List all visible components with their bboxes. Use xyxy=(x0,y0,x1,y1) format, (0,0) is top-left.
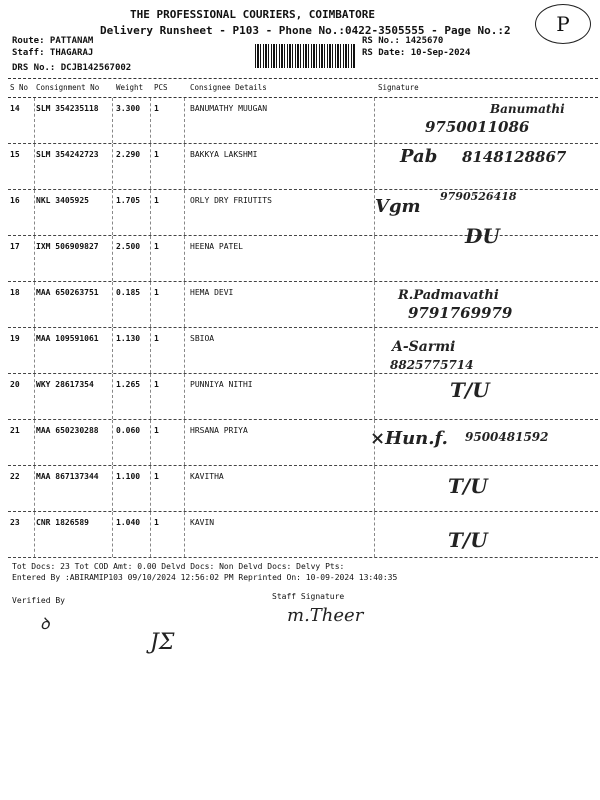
col-consignment: Consignment No xyxy=(36,83,100,92)
column-divider xyxy=(34,282,35,327)
column-divider xyxy=(112,282,113,327)
column-divider xyxy=(34,512,35,557)
column-divider xyxy=(374,236,375,281)
column-divider xyxy=(112,328,113,373)
column-divider xyxy=(150,512,151,557)
handwritten-signature: DU xyxy=(465,224,500,248)
cell-weight: 1.705 xyxy=(116,196,141,205)
handwritten-signature: T/U xyxy=(450,378,490,402)
handwritten-signature: 9750011086 xyxy=(425,118,530,136)
drs-number: DRS No.: DCJB142567002 xyxy=(12,63,132,73)
column-divider xyxy=(150,282,151,327)
cell-pcs: 1 xyxy=(154,150,159,159)
column-divider xyxy=(374,282,375,327)
handwritten-signature: 8825775714 xyxy=(390,358,474,372)
column-divider xyxy=(34,236,35,281)
cell-pcs: 1 xyxy=(154,104,159,113)
cell-consignee: BANUMATHY MUUGAN xyxy=(190,104,268,113)
table-row xyxy=(8,282,598,328)
column-divider xyxy=(34,420,35,465)
cell-consignee: KAVIN xyxy=(190,518,215,527)
table-row xyxy=(8,512,598,558)
column-divider xyxy=(374,374,375,419)
column-divider xyxy=(34,328,35,373)
handwritten-signature: 9500481592 xyxy=(465,430,549,444)
handwritten-signature: Vgm xyxy=(375,196,421,217)
cell-sno: 20 xyxy=(10,380,20,389)
staff-signature-label: Staff Signature xyxy=(272,592,345,601)
col-consignee: Consignee Details xyxy=(190,83,267,92)
verifier-signature: JΣ xyxy=(150,630,175,655)
handwritten-signature: Banumathi xyxy=(490,102,565,116)
col-pcs: PCS xyxy=(154,83,168,92)
table-header xyxy=(8,78,598,98)
verified-by-label: Verified By xyxy=(12,596,65,605)
cell-weight: 3.300 xyxy=(116,104,141,113)
rs-date: RS Date: 10-Sep-2024 xyxy=(362,48,471,58)
table-row xyxy=(8,328,598,374)
cell-sno: 23 xyxy=(10,518,20,527)
cell-pcs: 1 xyxy=(154,518,159,527)
column-divider xyxy=(374,98,375,143)
cell-consignment: MAA 867137344 xyxy=(36,472,99,481)
column-divider xyxy=(150,98,151,143)
column-divider xyxy=(150,144,151,189)
column-divider xyxy=(184,282,185,327)
cell-sno: 22 xyxy=(10,472,20,481)
column-divider xyxy=(112,420,113,465)
handwritten-signature: T/U xyxy=(448,474,488,498)
handwritten-signature: A-Sarmi xyxy=(392,339,456,355)
cell-sno: 16 xyxy=(10,196,20,205)
column-divider xyxy=(150,420,151,465)
cell-weight: 1.100 xyxy=(116,472,141,481)
column-divider xyxy=(374,512,375,557)
cell-consignment: IXM 506909827 xyxy=(36,242,99,251)
column-divider xyxy=(112,466,113,511)
handwritten-signature: Pab xyxy=(400,146,438,167)
cell-consignee: HEENA PATEL xyxy=(190,242,243,251)
cell-consignee: HEMA DEVI xyxy=(190,288,234,297)
entered-by-line: Entered By :ABIRAMIP103 09/10/2024 12:56:02 PM Reprinted On: 10-09-2024 13:40:35 xyxy=(12,573,398,582)
circled-handwritten-mark: P xyxy=(535,4,591,44)
column-divider xyxy=(112,98,113,143)
column-divider xyxy=(184,236,185,281)
cell-weight: 2.290 xyxy=(116,150,141,159)
col-signature: Signature xyxy=(378,83,419,92)
handwritten-signature: T/U xyxy=(448,528,488,552)
cell-weight: 1.040 xyxy=(116,518,141,527)
barcode-image xyxy=(255,44,355,68)
cell-pcs: 1 xyxy=(154,242,159,251)
column-divider xyxy=(112,236,113,281)
handwritten-signature: 8148128867 xyxy=(462,148,567,166)
column-divider xyxy=(112,374,113,419)
column-divider xyxy=(184,98,185,143)
cell-weight: 1.265 xyxy=(116,380,141,389)
column-divider xyxy=(34,144,35,189)
table-row xyxy=(8,236,598,282)
rs-number: RS No.: 1425670 xyxy=(362,36,444,46)
cell-sno: 14 xyxy=(10,104,20,113)
handwritten-signature: 9791769979 xyxy=(408,304,513,322)
cell-pcs: 1 xyxy=(154,380,159,389)
cell-consignment: MAA 650230288 xyxy=(36,426,99,435)
cell-consignment: NKL 3405925 xyxy=(36,196,89,205)
route-line: Route: PATTANAM xyxy=(12,36,94,46)
column-divider xyxy=(150,236,151,281)
delivery-table xyxy=(8,78,598,558)
cell-weight: 1.130 xyxy=(116,334,141,343)
cell-pcs: 1 xyxy=(154,288,159,297)
column-divider xyxy=(184,144,185,189)
cell-weight: 0.060 xyxy=(116,426,141,435)
cell-consignment: CNR 1826589 xyxy=(36,518,89,527)
column-divider xyxy=(150,190,151,235)
cell-sno: 15 xyxy=(10,150,20,159)
cell-consignment: SLM 354235118 xyxy=(36,104,99,113)
cell-consignment: MAA 109591061 xyxy=(36,334,99,343)
cell-sno: 19 xyxy=(10,334,20,343)
verifier-mark: ꝺ xyxy=(40,614,50,633)
handwritten-signature: ×Hun.f. xyxy=(370,428,448,449)
col-weight: Weight xyxy=(116,83,144,92)
column-divider xyxy=(374,328,375,373)
column-divider xyxy=(150,374,151,419)
column-divider xyxy=(184,420,185,465)
handwritten-signature: R.Padmavathi xyxy=(398,288,499,303)
runsheet-subtitle: Delivery Runsheet - P103 - Phone No.:0422-3505555 - Page No.:2 xyxy=(100,24,511,37)
cell-pcs: 1 xyxy=(154,334,159,343)
column-divider xyxy=(184,374,185,419)
company-title: THE PROFESSIONAL COURIERS, COIMBATORE xyxy=(130,8,376,21)
col-sno: S No xyxy=(10,83,29,92)
table-row xyxy=(8,420,598,466)
cell-consignment: MAA 650263751 xyxy=(36,288,99,297)
column-divider xyxy=(112,190,113,235)
column-divider xyxy=(34,98,35,143)
cell-consignment: WKY 28617354 xyxy=(36,380,94,389)
cell-consignee: PUNNIYA NITHI xyxy=(190,380,253,389)
column-divider xyxy=(184,328,185,373)
column-divider xyxy=(150,466,151,511)
column-divider xyxy=(112,144,113,189)
column-divider xyxy=(34,466,35,511)
cell-pcs: 1 xyxy=(154,472,159,481)
cell-consignee: SBIOA xyxy=(190,334,215,343)
column-divider xyxy=(374,466,375,511)
staff-signature-handwriting: m.Theer xyxy=(287,605,364,626)
column-divider xyxy=(34,374,35,419)
totals-line: Tot Docs: 23 Tot COD Amt: 0.00 Delvd Docs: Non Delvd Docs: Delvy Pts: xyxy=(12,562,345,571)
column-divider xyxy=(184,190,185,235)
cell-consignee: ORLY DRY FRIUTITS xyxy=(190,196,272,205)
cell-consignment: SLM 354242723 xyxy=(36,150,99,159)
table-row xyxy=(8,98,598,144)
cell-pcs: 1 xyxy=(154,196,159,205)
column-divider xyxy=(34,190,35,235)
cell-sno: 21 xyxy=(10,426,20,435)
handwritten-signature: 9790526418 xyxy=(440,190,517,203)
column-divider xyxy=(374,144,375,189)
table-row xyxy=(8,374,598,420)
cell-sno: 18 xyxy=(10,288,20,297)
cell-consignee: BAKKYA LAKSHMI xyxy=(190,150,258,159)
column-divider xyxy=(150,328,151,373)
cell-pcs: 1 xyxy=(154,426,159,435)
column-divider xyxy=(184,466,185,511)
staff-line: Staff: THAGARAJ xyxy=(12,48,94,58)
table-row xyxy=(8,144,598,190)
table-row xyxy=(8,466,598,512)
column-divider xyxy=(184,512,185,557)
cell-weight: 0.185 xyxy=(116,288,141,297)
column-divider xyxy=(112,512,113,557)
cell-consignee: HRSANA PRIYA xyxy=(190,426,248,435)
cell-consignee: KAVITHA xyxy=(190,472,224,481)
cell-sno: 17 xyxy=(10,242,20,251)
cell-weight: 2.500 xyxy=(116,242,141,251)
